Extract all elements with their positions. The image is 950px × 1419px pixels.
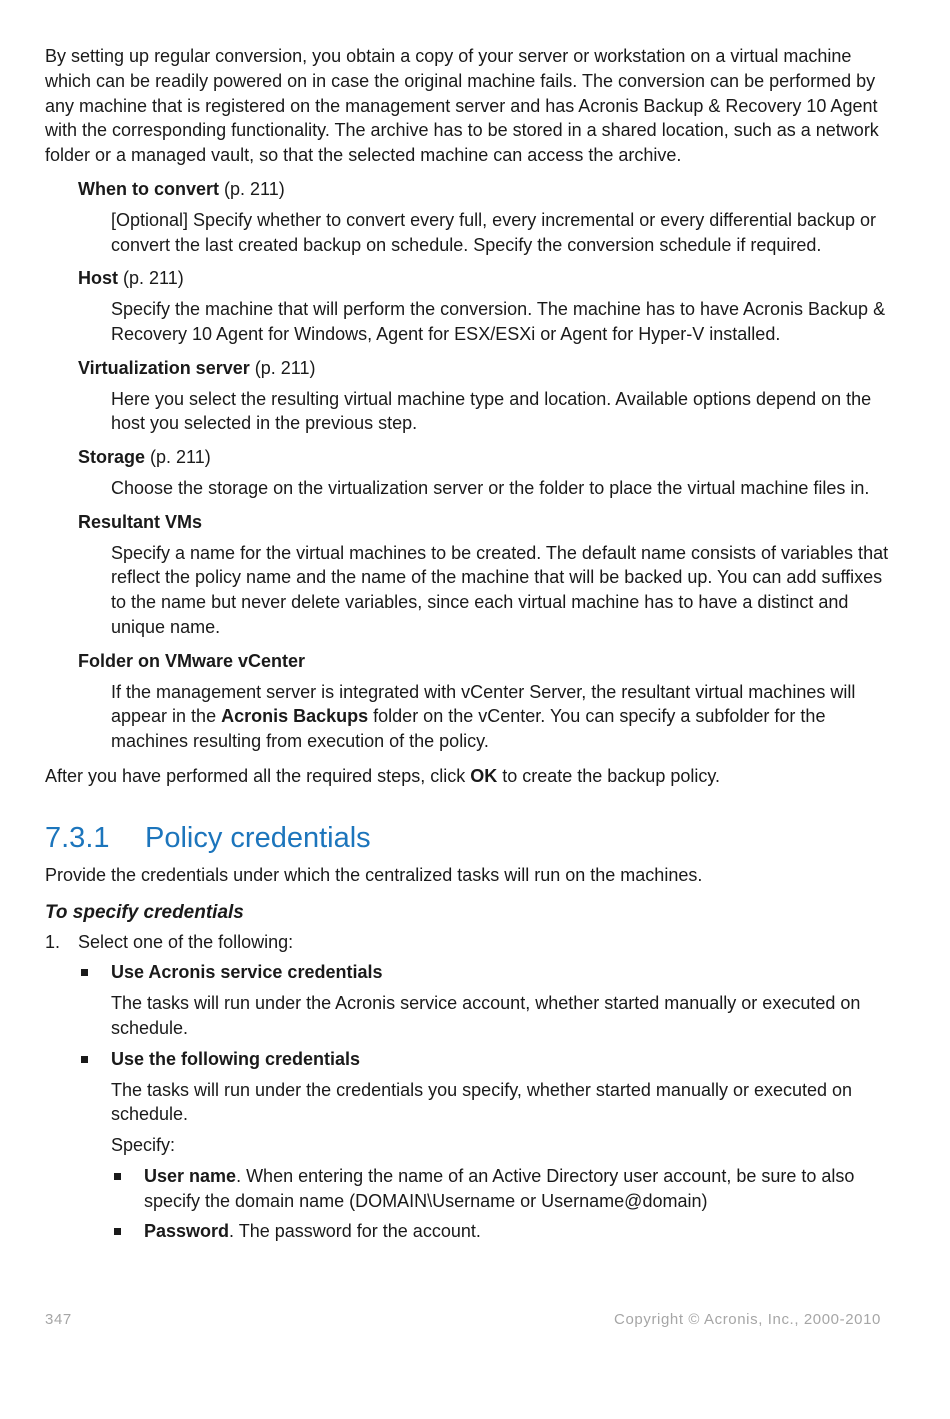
after-paragraph: After you have performed all the required steps, click OK to create the backup policy. (45, 765, 721, 786)
term-description: Choose the storage on the virtualization server or the folder to place the virtual machine files in. (111, 477, 870, 498)
term-label: When to convert (78, 178, 220, 199)
item-folder-vcenter (45, 649, 890, 754)
bullet-square-icon (81, 969, 88, 976)
page-ref: (p. 211) (118, 268, 184, 289)
option-following-credentials (45, 1047, 890, 1072)
term-description: If the management server is integrated with vCenter Server, the resultant virtual machines will appear in the Acronis Backups folder on the vCenter. You can specify a subfolder for the machines resulting from execution of the policy. (111, 681, 856, 752)
item-host (45, 266, 890, 346)
specify-label: Specify: (111, 1135, 176, 1156)
option-service-credentials (45, 960, 890, 985)
term-label: Virtualization server (78, 357, 250, 378)
sub-bullet-user-name: User name. When entering the name of an Active Directory user account, be sure to also specify the domain name (DOMAIN\Username or Username@domain) (45, 1164, 890, 1214)
term-description: [Optional] Specify whether to convert every full, every incremental or every differential backup or convert the last created backup on schedule. Specify the conversion schedule if required. (111, 209, 877, 255)
item-resultant-vms (45, 510, 890, 640)
bullet-square-icon (114, 1228, 121, 1235)
term-label: Resultant VMs (78, 511, 203, 532)
item-virtualization-server (45, 356, 890, 436)
step-1 (45, 930, 890, 955)
item-storage (45, 445, 890, 501)
section-lead: Provide the credentials under which the centralized tasks will run on the machines. (45, 864, 703, 885)
section-title: Policy credentials (145, 821, 371, 854)
page-ref: (p. 211) (219, 178, 285, 199)
term-description: Specify a name for the virtual machines to be created. The default name consists of variables that reflect the policy name and the name of the machine that will be backed up. You can add suffixes to the name but never delete variables, since each virtual machine has to have a distinct and unique name. (111, 542, 889, 637)
item-when-to-convert (45, 177, 890, 257)
term-description: Here you select the resulting virtual machine type and location. Available options depend on the host you selected in the previous step. (111, 388, 872, 434)
page-ref: (p. 211) (145, 447, 211, 468)
copyright-notice: Copyright © Acronis, Inc., 2000-2010 (614, 1311, 881, 1328)
term-label: Folder on VMware vCenter (78, 650, 306, 671)
page-number: 347 (45, 1311, 72, 1328)
sub-bullet-password: Password. The password for the account. (45, 1219, 890, 1244)
intro-paragraph: By setting up regular conversion, you obtain a copy of your server or workstation on a virtual machine which can be readily powered on in case the original machine fails. The conversion can be performed by any machine that is registered on the management server and has Acronis Backup & Recovery 10 Agent with the corresponding functionality. The archive has to be stored in a shared location, such as a network folder or a managed vault, so that the selected machine can access the archive. (45, 46, 879, 166)
bullet-square-icon (81, 1056, 88, 1063)
option-title: Use Acronis service credentials (111, 962, 383, 983)
option-description: The tasks will run under the Acronis service account, whether started manually or executed on schedule. (111, 993, 861, 1038)
option-description: The tasks will run under the credentials you specify, whether started manually or executed on schedule. (111, 1079, 853, 1125)
option-title: Use the following credentials (111, 1048, 361, 1069)
step-text: Select one of the following: (78, 931, 294, 952)
term-description: Specify the machine that will perform the conversion. The machine has to have Acronis Backup & Recovery 10 Agent for Windows, Agent for ESX/ESXi or Agent for Hyper-V installed. (111, 299, 886, 344)
bullet-square-icon (114, 1173, 121, 1180)
page-ref: (p. 211) (249, 357, 316, 378)
document-page (45, 44, 890, 1244)
section-heading (45, 821, 890, 855)
section-number: 7.3.1 (45, 821, 110, 854)
procedure-title: To specify credentials (45, 901, 244, 923)
term-label: Storage (78, 447, 146, 468)
step-number: 1. (45, 931, 61, 952)
term-label: Host (78, 268, 118, 289)
